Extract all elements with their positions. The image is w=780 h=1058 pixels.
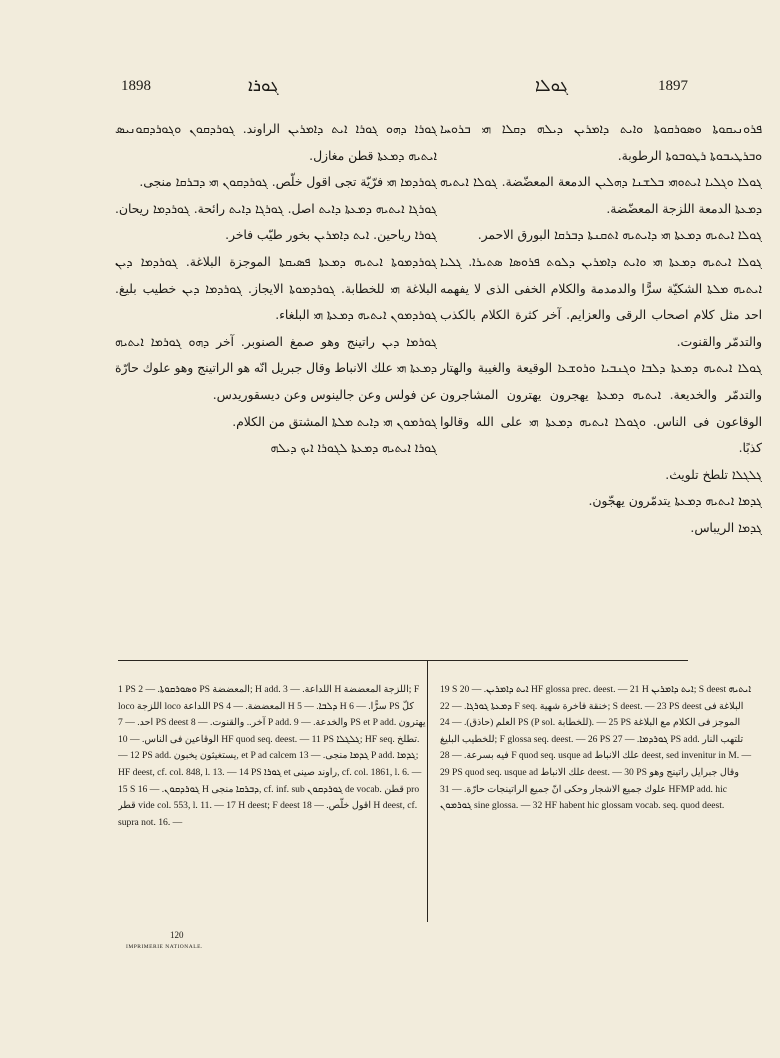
footnote-block: 19 S ܐܝܬ ܕܐܡܪܝܢ. — 20 HF glossa prec. deest. — 21 H ܐܝܬ ܕܐܡܪܝܢ; S deest ܐܝܬܝܗ ܕܡܥܬܐ ܓܘܪܓܐ. — 22 F seq. خنقة فاخرة شهية; S deest. — 23 PS deest البلاغة فى العلم (حاذق). — 24 PS (P sol. للخطابة). — 25 PS الموجز فى الكلام مع البلاغة للخطيب البليغ; F glossa seq. deest. — 26 PS ܓܘܪܕܡܐ. — 27 PS add. تلتهب النار فيه بسرعة. — 28 F quod seq. usque ad علك الانباط deest, sed invenitur in M. — 29 PS quod seq. usque ad علك الانباط deest. — 30 PS وقال جبرايل راتينج وهو علوك جميع الاشجار وحكى انّ جميع الراتينجات حارّة. — 31 HFMP add. hic ܓܘܪܡܘܢ sine glossa. — 32 HF habent hic glossam vocab. seq. quod deest. [440,684,752,812]
entry-paragraph: ܓܘܠܐ ܘܓܠܝܐ ܐܝܬܘܗܝ ܒܠܫܢܐ ܕܗܠܝܢ الدمعة المعضّضة. ܓܘܠܐ ܐܝܬܝܗ ܕܡܥܬܐ الدمعة اللزجة المعضّضة. [440,175,762,216]
footnotes-left [118,682,430,922]
entry-paragraph: ܓܘܪܕܡܐ ܗܝ فرّيّة تجى اقول خلّص. ܓܘܪܕܩܘܢ ܗܝ ܕܒܪܩܐ منجى. [139,175,437,190]
entry-paragraph: ܓܘܪܕܡܘܬܐ ܐܝܬܝܗ ܕܡܥܬܐ ܦܣܝܩܬܐ الموجزة البلاغة. ܓܘܪܕܡܐ ܕܝܢ البلاغة ܗܝ للخطابة. ܓܘܪܕܡܘܬܐ الايجاز. ܓܘܪܕܡܐ ܕܝܢ خطيب بليغ. ܓܘܪܕܡܘܢ ܐܝܬܝܗ ܕܡܥܬܐ ܗܝ البلغاء. [115,254,437,323]
entry-paragraph: ܓܕܡܐ الريباس. [690,520,762,535]
imprint: IMPRIMERIE NATIONALE. [126,944,203,950]
entry-paragraph: ܓܠܓܠܐ تلطخ تلويث. [665,467,762,482]
footnote-block: 1 PS ܘܣܘܪܩܘܬܐ. — 2 PS المعضضة; H add. اللداعة. — 3 H اللزجة المعضضة; F loco اللزجة loco اللداعة PS المعضضة. — 4 H ܕܠܒܐ. — 5 H سرًّا. — 6 PS كلّ احد. — 7 PS deest آخر.. والقنوت. — 8 P add. والخدعة. — 9 PS et P add. يهترون الوقاعين فى الناس. — 10 HF quod seq. deest. — 11 PS ܓܠܓܠܐ; HF seq. تطلخ. [118,684,426,745]
entry-paragraph: ܓܘܪܐ ܐܝܬܝܗ ܕܡܥܬܐ ܠܓܘܪܐ ܐܝܟ ܕܝܠܗ [270,441,437,456]
footnote-divider [118,660,688,661]
entry-paragraph: ܓܘܪܐ ܕܗܘ ܓܘܪܐ ܐܝܬ ܕܐܡܪܝܢ الراوند. ܓܘܪܕܩܘܢ ܘܓܘܪܕܩܘܢܝܣ ܐܝܬܝܗ ܕܡܥܬܐ قطن مغازل. [115,122,437,163]
sheet-number: 120 [170,930,184,940]
entry-paragraph: ܓܘܪܓܐ ܐܝܬܝܗ ܕܡܥܬܐ ܕܐܝܬ اصل. ܓܘܪܓܐ ܕܐܝܬ رائحة. ܓܘܪܕܡܐ ريحان. ܓܘܪܐ رياحين. ܐܝܬ ܕܐܡܪܝܢ بخور طيّب فاخر. [115,201,437,243]
footnotes-right [440,682,752,922]
entry-paragraph: ܓܘܪܡܘܢ ܗܝ ܕܐܝܬ ܡܠܬܐ المشتق من الكلام. [232,414,437,429]
entry-paragraph: ܦܪܘܢܝܩܘܬܐ ܘܣܘܪܩܘܬܐ ܘܐܝܬ ܕܐܡܪܝܢ ܕܝܠܗ ܕܩܠܐ ܗܝ ܒܪܘܚܐ ܘܒܪܛܝܒܘܬܐ ܪܛܘܒܘܬܐ الرطوبة. [440,122,762,163]
left-page-number: 1898 [121,78,151,94]
right-page-number: 1897 [658,78,688,94]
entry-paragraph: ܓܘܠܐ ܐܝܬܝܗ ܕܡܥܬܐ ܗܝ ܘܐܝܬ ܕܐܡܪܝܢ ܕܠܘܬ ܦܪܘܣܐ ܣܬܝܪܐ. ܓܠܝܐ ܐܝܬܝܗ ܡܠܬܐ الشكيّة سرًّا والدمدمة والكلام الخفى الذى لا يفهمه احد مثل كلام اصحاب الرقى والعزايم. آخر كثرة الكلام بالكذب والتدمّر والقنوت. [440,254,762,349]
right-running-head: ܓܘܠܐ [535,76,569,96]
entry-paragraph: ܓܘܠܐ ܐܝܬܝܗ ܕܡܥܬܐ ܗܝ ܕܐܝܬܝܗ ܐܬܩܢܬܐ ܕܒܪܩܐ البورق الاحمر. [477,228,762,243]
entry-paragraph: ܓܘܪܡܐ ܕܝܢ راتينج وهو صمغ الصنوبر. آخر ܕܗܘ ܓܘܪܡܐ ܐܝܬܝܗ ܕܡܥܬܐ ܗܝ علك الانباط وقال جبريل انّه هو الراتينج وهو علوك حارّة عن فولس وعن جالينوس وعن ديسقوريدس. [115,334,437,402]
left-column [115,116,437,646]
left-running-head: ܓܘܪܐ [248,76,279,96]
entry-paragraph: ܓܕܡܐ ܐܝܬܝܗ ܕܡܥܬܐ يتدمّرون يهجّون. [588,494,762,509]
right-column [440,116,762,646]
entry-paragraph: ܓܘܠܐ ܐܝܬܝܗ ܕܡܥܬܐ ܕܠܒܐ ܘܓܢܒܝܐ ܘܪܘܫܥܐ الوقيعة والغيبة والهتار والتدمّر والخديعة. ܐܝܬܝܗ ܕܡܥܬܐ يهجرون يهترون المشاجرون الوقاعون فى الناس. ܘܓܘܠܐ ܐܝܬܝܗ ܕܡܥܬܐ ܗܝ على الله وقالوا كذبًا. [440,361,762,456]
footnote-block: — 12 PS add. يستغيثون يخبون, et P ad calcem ܓܕܡܐ منجى. — 13 P add. ܓܕܡܐ; HF deest, cf. col. 848, l. 13. — 14 PS ܓܘܪܐ et راوند صينى, cf. col. 1861, l. 6. — 15 S ܓܘܪܕܩܘܢ. — 16 H ܕܒܪܩܐ منجى, cf. inf. sub ܓܘܪܕܩܘܢ de vocab. قطن pro قطر vide col. 553, l. 11. — 17 H deest; F deest اقول خلّص. — 18 H deest, cf. supra not. 16. — [118,750,422,828]
